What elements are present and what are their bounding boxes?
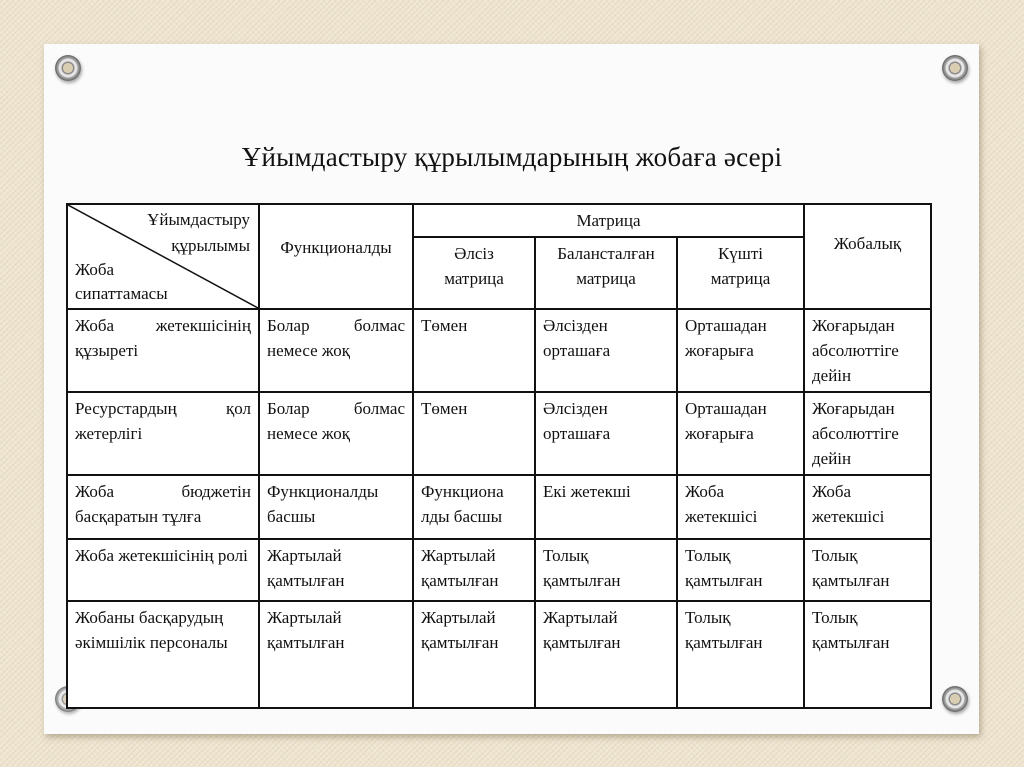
cell-strong-matrix: Орташадан жоғарыға <box>677 392 804 475</box>
cell-functional: Жартылай қамтылған <box>259 539 413 601</box>
slide-title: Ұйымдастыру құрылымдарының жобаға әсері <box>241 142 783 172</box>
cell-balanced-matrix: Жартылай қамтылған <box>535 601 677 708</box>
table-row <box>67 392 931 475</box>
cell-projectized: Жоғарыдан абсолюттіге дейін <box>804 392 931 475</box>
cell-weak-matrix: Жартылай қамтылған <box>413 539 535 601</box>
cell-weak-matrix: Төмен <box>413 392 535 475</box>
table-row <box>67 601 931 708</box>
cell-balanced-matrix: Екі жетекші <box>535 475 677 539</box>
header-functional: Функционалды <box>259 204 413 309</box>
cell-strong-matrix: Жоба жетекшісі <box>677 475 804 539</box>
cell-balanced-matrix: Әлсізден орташаға <box>535 309 677 392</box>
cell-strong-matrix: Орташадан жоғарыға <box>677 309 804 392</box>
cell-balanced-matrix: Толық қамтылған <box>535 539 677 601</box>
cell-weak-matrix: Функциона лды басшы <box>413 475 535 539</box>
cell-projectized: Толық қамтылған <box>804 539 931 601</box>
org-structure-table <box>66 203 932 709</box>
header-projectized: Жобалық <box>804 204 931 309</box>
row-characteristic: Жобаны басқарудың әкімшілік персоналы <box>67 601 259 708</box>
cell-weak-matrix: Жартылай қамтылған <box>413 601 535 708</box>
grommet-icon <box>55 55 81 81</box>
cell-weak-matrix: Төмен <box>413 309 535 392</box>
cell-projectized: Жоғарыдан абсолюттіге дейін <box>804 309 931 392</box>
cell-projectized: Жоба жетекшісі <box>804 475 931 539</box>
header-weak-matrix: Әлсіз матрица <box>413 237 535 309</box>
header-matrix-group: Матрица <box>413 204 804 237</box>
cell-projectized: Толық қамтылған <box>804 601 931 708</box>
grommet-icon <box>942 55 968 81</box>
row-characteristic: Жоба бюджетін басқаратын тұлға <box>67 475 259 539</box>
cell-functional: Болар болмас немесе жоқ <box>259 309 413 392</box>
corner-header-cell <box>67 204 259 309</box>
cell-balanced-matrix: Әлсізден орташаға <box>535 392 677 475</box>
grommet-icon <box>942 686 968 712</box>
corner-header-org-structure: Ұйымдастыру құрылымы <box>147 210 250 255</box>
table-row <box>67 309 931 392</box>
table-row <box>67 475 931 539</box>
cell-strong-matrix: Толық қамтылған <box>677 601 804 708</box>
row-characteristic: Ресурстардың қол жетерлігі <box>67 392 259 475</box>
header-strong-matrix: Күшті матрица <box>677 237 804 309</box>
table-row <box>67 539 931 601</box>
corner-header-project-characteristic: Жоба сипаттамасы <box>75 260 168 303</box>
row-characteristic: Жоба жетекшісінің құзыреті <box>67 309 259 392</box>
header-balanced-matrix: Балансталған матрица <box>535 237 677 309</box>
cell-strong-matrix: Толық қамтылған <box>677 539 804 601</box>
cell-functional: Функционалды басшы <box>259 475 413 539</box>
cell-functional: Болар болмас немесе жоқ <box>259 392 413 475</box>
cell-functional: Жартылай қамтылған <box>259 601 413 708</box>
row-characteristic: Жоба жетекшісінің ролі <box>67 539 259 601</box>
